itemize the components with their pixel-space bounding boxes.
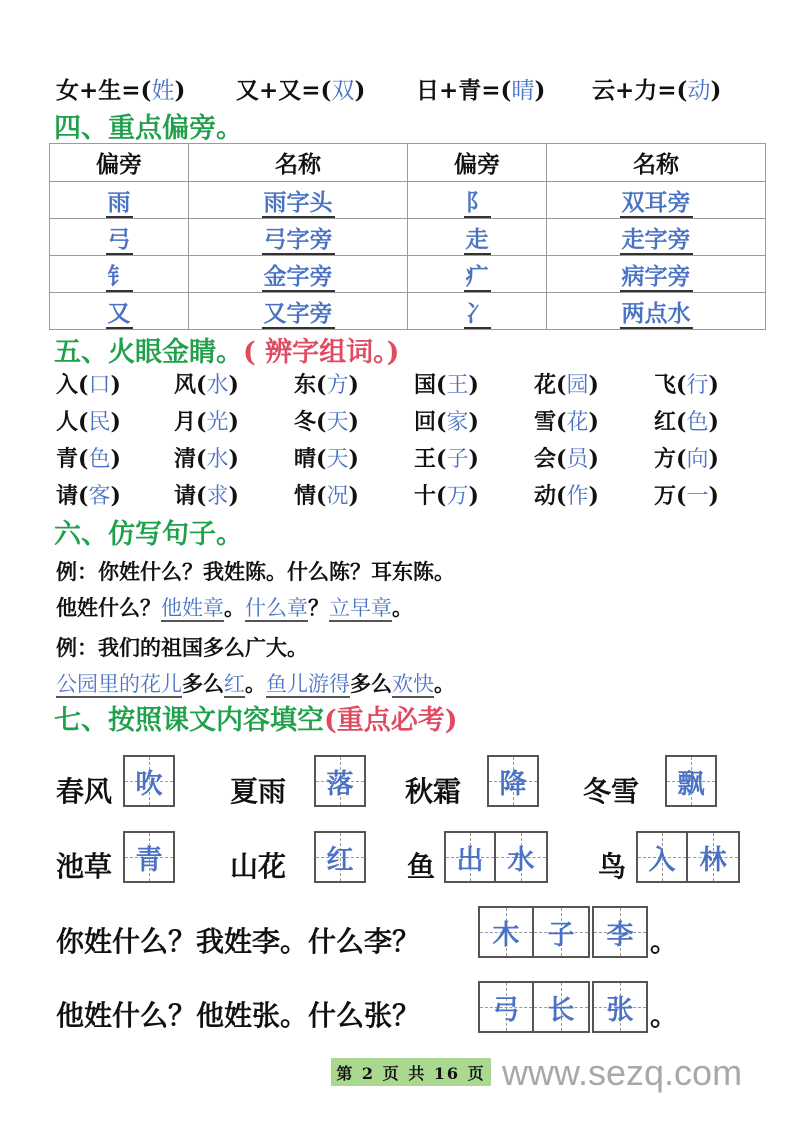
tianzige-box <box>123 831 175 883</box>
word-pair: 花(园) <box>534 372 599 398</box>
grid-cell: 林 <box>688 831 740 883</box>
name-cell: 两点水 <box>621 299 691 327</box>
grid-cell: 李 <box>592 906 648 958</box>
tianzige-box <box>487 755 539 807</box>
word-pair: 回(家) <box>414 409 479 435</box>
grid-cell: 吹 <box>123 755 175 807</box>
word-pair: 请(客) <box>56 483 121 509</box>
word-pair-row <box>56 479 776 516</box>
name-cell: 又字旁 <box>263 299 333 327</box>
section-4-title: 四、重点偏旁。 <box>54 113 243 144</box>
tianzige-box <box>478 981 648 1033</box>
tianzige-box <box>636 831 740 883</box>
word-pair: 请(求) <box>174 483 239 509</box>
word-pair: 动(作) <box>534 483 599 509</box>
word-pair: 冬(天) <box>294 409 359 435</box>
word-pair: 青(色) <box>56 446 121 472</box>
table-row <box>50 182 766 219</box>
radical-cell: 雨 <box>107 188 131 216</box>
radicals-table <box>49 143 766 330</box>
question-2-end: 。 <box>650 999 679 1032</box>
word-pair: 晴(天) <box>294 446 359 472</box>
name-cell: 金字旁 <box>263 262 333 290</box>
tianzige-box <box>478 906 648 958</box>
word-pair-row <box>56 405 776 442</box>
fill-label: 山花 <box>230 850 287 883</box>
header-radical: 偏旁 <box>50 144 189 182</box>
grid-cell: 青 <box>123 831 175 883</box>
name-cell: 弓字旁 <box>263 225 333 253</box>
section-5-subtitle: ( 辨字组词。) <box>243 337 400 368</box>
table-row <box>50 293 766 330</box>
word-pair: 清(水) <box>174 446 239 472</box>
radical-formula-row <box>56 72 756 106</box>
word-pair-row <box>56 442 776 479</box>
radical-cell: 阝 <box>465 188 489 216</box>
name-cell: 双耳旁 <box>621 188 691 216</box>
answer-sentence-2: 公园里的花儿多么红。鱼儿游得多么欢快。 <box>56 671 455 696</box>
header-name: 名称 <box>189 144 408 182</box>
section-7-subtitle: (重点必考) <box>324 705 458 736</box>
word-pair: 入(口) <box>56 372 121 398</box>
section-7-title: 七、按照课文内容填空 <box>54 705 324 736</box>
word-pair: 雪(花) <box>534 409 599 435</box>
table-row <box>50 219 766 256</box>
grid-cell: 子 <box>534 906 590 958</box>
tianzige-box <box>314 755 366 807</box>
radical-cell: 弓 <box>107 225 131 253</box>
section-5-title: 五、火眼金睛。 <box>54 337 243 368</box>
tianzige-box <box>123 755 175 807</box>
formula: 日+青=(晴) <box>416 77 546 104</box>
grid-cell: 落 <box>314 755 366 807</box>
fill-label: 鸟 <box>598 850 627 883</box>
tianzige-box <box>444 831 548 883</box>
header-name: 名称 <box>547 144 766 182</box>
word-pair: 月(光) <box>174 409 239 435</box>
tianzige-box <box>665 755 717 807</box>
word-pair: 人(民) <box>56 409 121 435</box>
tianzige-box <box>314 831 366 883</box>
fill-label: 夏雨 <box>230 775 287 808</box>
radical-cell: 钅 <box>107 262 131 290</box>
header-radical: 偏旁 <box>407 144 546 182</box>
word-pair: 东(方) <box>294 372 359 398</box>
grid-cell: 飘 <box>665 755 717 807</box>
word-pair: 国(王) <box>414 372 479 398</box>
section-6-title: 六、仿写句子。 <box>54 519 243 550</box>
word-pair: 会(员) <box>534 446 599 472</box>
grid-cell: 红 <box>314 831 366 883</box>
grid-cell: 降 <box>487 755 539 807</box>
radical-cell: 冫 <box>465 299 489 327</box>
radical-cell: 走 <box>465 225 489 253</box>
section-5-heading <box>54 330 399 369</box>
fill-label: 池草 <box>56 850 113 883</box>
watermark: www.sezq.com <box>502 1052 743 1093</box>
table-row <box>50 256 766 293</box>
grid-cell: 水 <box>496 831 548 883</box>
section-7-heading <box>54 698 458 737</box>
fill-label: 春风 <box>56 775 113 808</box>
question-1-text: 你姓什么？我姓李。什么李？ <box>56 925 421 958</box>
question-1-end: 。 <box>650 925 679 958</box>
word-pair-row <box>56 368 776 405</box>
answer-sentence-1: 他姓什么？他姓章。什么章？立早章。 <box>56 595 413 620</box>
table-header-row <box>50 144 766 182</box>
radical-cell: 又 <box>107 299 131 327</box>
formula: 云+力=(动) <box>592 77 722 104</box>
word-pair: 方(向) <box>654 446 719 472</box>
name-cell: 走字旁 <box>621 225 691 253</box>
word-pair: 万(一) <box>654 483 719 509</box>
formula: 女+生=(姓) <box>56 77 186 104</box>
word-pair: 飞(行) <box>654 372 719 398</box>
grid-cell: 出 <box>444 831 496 883</box>
fill-label: 秋霜 <box>405 775 462 808</box>
radical-cell: 疒 <box>465 262 489 290</box>
formula: 又+又=(双) <box>236 77 366 104</box>
grid-cell: 木 <box>478 906 534 958</box>
example-sentence-2: 例：我们的祖国多么广大。 <box>56 635 308 660</box>
word-pairs-grid <box>56 368 776 516</box>
grid-cell: 张 <box>592 981 648 1033</box>
fill-label: 冬雪 <box>583 775 640 808</box>
word-pair: 情(况) <box>294 483 359 509</box>
word-pair: 十(万) <box>414 483 479 509</box>
word-pair: 王(子) <box>414 446 479 472</box>
word-pair: 风(水) <box>174 372 239 398</box>
page-number-badge: 第 2 页 共 16 页 <box>331 1058 491 1086</box>
grid-cell: 弓 <box>478 981 534 1033</box>
name-cell: 雨字头 <box>263 188 333 216</box>
question-2-text: 他姓什么？他姓张。什么张？ <box>56 999 421 1032</box>
example-sentence-1: 例：你姓什么？我姓陈。什么陈？耳东陈。 <box>56 559 455 584</box>
word-pair: 红(色) <box>654 409 719 435</box>
grid-cell: 长 <box>534 981 590 1033</box>
name-cell: 病字旁 <box>621 262 691 290</box>
grid-cell: 入 <box>636 831 688 883</box>
fill-label: 鱼 <box>407 850 436 883</box>
